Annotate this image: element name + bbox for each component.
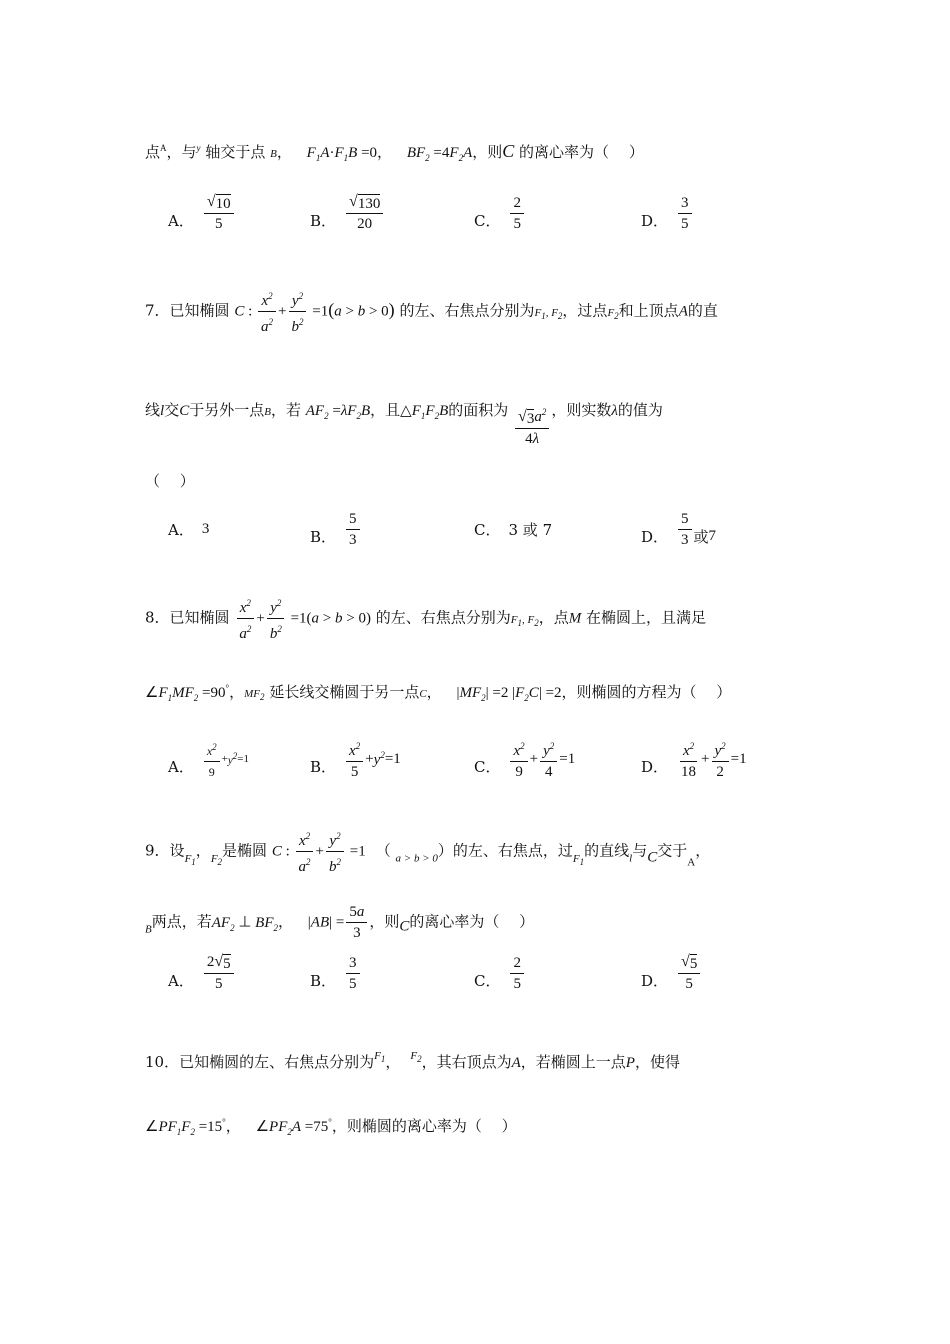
q8-text: 的左、右焦点分别为 xyxy=(375,608,511,627)
q7-text: 已知椭圆 xyxy=(169,301,230,320)
q7-text: ，过点 xyxy=(562,301,608,320)
q8-text: 已知椭圆 xyxy=(169,608,230,627)
q10-text: ， xyxy=(225,1117,241,1135)
q9-text: ， xyxy=(195,841,211,860)
q7-text: 交 xyxy=(164,401,180,419)
q8-text: ， xyxy=(426,683,442,701)
option-value: 或 xyxy=(693,527,709,546)
q10-stem-line2: $\angle PF_1F_2 =15^\circ$， $\angle PF_2A =75^\circ$，则椭圆的离心率为（ ） xyxy=(145,1117,517,1137)
option-label: B． xyxy=(310,527,337,546)
q9-options xyxy=(168,948,868,998)
q6-option-a[interactable]: A． √ 10 5 xyxy=(168,188,236,238)
option-label: D． xyxy=(641,527,669,546)
option-label: D． xyxy=(641,211,669,230)
q7-text: ，且 xyxy=(370,401,401,419)
option-label: A． xyxy=(168,757,194,776)
option-label: A． xyxy=(168,211,194,230)
q9-text: （ xyxy=(375,841,391,860)
option-label: B． xyxy=(310,211,337,230)
q6-math-dot: $F_1A$ xyxy=(306,145,330,163)
q8-stem-line2: $\angle F_1MF_2 =90^\circ$，$MF_2$ 延长线交椭圆于另一点C， $|MF_2| =2$ $|F_2C| =2$，则椭圆的方程为（ ） xyxy=(145,683,732,703)
q7-option-b[interactable]: B． $\frac{5}{3}$ xyxy=(310,504,362,554)
option-label: B． xyxy=(310,757,337,776)
q9-option-a[interactable]: A． 2 √ 5 5 xyxy=(168,948,236,998)
q7-text: ，则实数 xyxy=(551,401,612,419)
q9-stem-line2: $_B$两点，若$AF_2$ ⊥ $BF_2$， |AB| = $\frac{5a}{3}$ ，则C的离心率为（ ） xyxy=(145,904,535,941)
q9-text: ）的左、右焦点，过 xyxy=(437,841,573,860)
q10-stem-line1: 10．已知椭圆的左、右焦点分别为$^{F_1}$， $^{F_2}$，其右顶点为A，若椭圆上一点P，使得 xyxy=(145,1050,680,1071)
q7-text: 的直 xyxy=(687,301,718,320)
q8-stem-line1: 8．已知椭圆 $\frac{x^2}{a^2}$ + $\frac{y^2}{b^2}$ =1(a > b > 0) 的左、右焦点分别为$F_1$, $F_2$，点M 在椭圆上，且满足 xyxy=(145,593,706,644)
q6-text: ， xyxy=(377,143,393,161)
q9-text: 的离心率为（ ） xyxy=(409,912,535,931)
q8-option-d[interactable]: D． $\frac{x^2}{18}$ + $\frac{y^2}{2}$ =1 xyxy=(641,734,747,784)
q9-option-c[interactable]: C． $\frac{2}{5}$ xyxy=(474,948,526,998)
q7-options xyxy=(168,504,868,554)
q6-option-b[interactable]: B． √ 130 20 xyxy=(310,188,385,238)
q7-text: 的值为 xyxy=(617,401,663,419)
q8-text: 在椭圆上，且满足 xyxy=(586,608,707,627)
q6-text: 点 xyxy=(145,143,161,161)
q7-option-a[interactable]: A． 3 xyxy=(168,520,210,539)
q9-text: 是椭圆 xyxy=(222,841,268,860)
option-label: C． xyxy=(474,211,501,230)
q9-text: 的直线 xyxy=(584,841,630,860)
q7-paren xyxy=(145,471,195,491)
question-number: 9． xyxy=(145,841,170,860)
q8-text: ，则椭圆的方程为（ ） xyxy=(561,683,732,701)
q7-text: 和上顶点 xyxy=(618,301,679,320)
q9-text: 与 xyxy=(632,841,648,860)
q6-text: ， xyxy=(276,143,292,161)
q6-text: ，则 xyxy=(472,143,503,161)
q7-text: 于另外一点 xyxy=(189,401,265,419)
q6-stem: 点$^A$，与$^y$ 轴交于点 B， $F_1A\cdot F_1B =0$， $BF_2 =4F_2A$，则C 的离心率为（ ） xyxy=(145,141,644,163)
q7-text: 的左、右焦点分别为 xyxy=(399,301,535,320)
q10-text: ， xyxy=(385,1053,401,1071)
q9-text: 两点，若 xyxy=(151,912,212,931)
q10-text: 已知椭圆的左、右焦点分别为 xyxy=(179,1053,375,1071)
q9-text: ，则 xyxy=(369,912,400,931)
option-value: 3 或 7 xyxy=(508,520,553,539)
q7-option-c[interactable] xyxy=(474,504,552,554)
q9-stem-line1: 9．设$_{F_1}$，$_{F_2}$是椭圆 C : $\frac{x^2}{a^2}$ + $\frac{y^2}{b^2}$ =1 （ $_{a > b > 0}$）的左、右焦点，过$_{F_1}$的直线$_l$与C交于$_A$， xyxy=(145,826,710,877)
q7-text: 线 xyxy=(145,401,161,419)
q9-option-b[interactable]: B． $\frac{3}{5}$ xyxy=(310,948,362,998)
option-label: D． xyxy=(641,971,669,990)
q6-options xyxy=(168,188,868,238)
option-label: D． xyxy=(641,757,669,776)
option-label: C． xyxy=(474,757,501,776)
option-label: A． xyxy=(168,971,194,990)
q6-option-d[interactable]: D． $\frac{3}{5}$ xyxy=(641,188,694,238)
q10-text: ，若椭圆上一点 xyxy=(520,1053,626,1071)
q7-stem-line2: 线l交C于另外一点B，若 $AF_2 =\lambda F_2B$，且$\triangle F_1F_2B$的面积为 √ 3 $a^2$ 4λ ，则实数λ的值为 xyxy=(145,401,663,447)
option-label: C． xyxy=(474,971,501,990)
q10-text: ，则椭圆的离心率为（ ） xyxy=(331,1117,517,1135)
q9-text: ， xyxy=(277,912,293,931)
q8-text: ，点 xyxy=(538,608,569,627)
q9-text: ， xyxy=(695,841,711,860)
option-label: C． xyxy=(474,520,501,539)
q7-stem-line1: 7．已知椭圆 C : $\frac{x^2}{a^2}$ + $\frac{y^2}{b^2}$ =1(a > b > 0) 的左、右焦点分别为$F_1$, $F_2$，过点$F_2$和上顶点A的直 xyxy=(145,286,718,337)
q6-text: ，与 xyxy=(166,143,197,161)
q8-text: 延长线交椭圆于另一点 xyxy=(269,683,420,701)
q6-option-c[interactable]: C． $\frac{2}{5}$ xyxy=(474,188,526,238)
option-label: A． xyxy=(168,520,194,539)
q6-text: 的离心率为（ ） xyxy=(519,143,644,161)
q10-text: ，其右顶点为 xyxy=(421,1053,512,1071)
q10-text: ，使得 xyxy=(634,1053,680,1071)
q9-text: 设 xyxy=(169,841,185,860)
q9-option-d[interactable]: D． √ 5 5 xyxy=(641,948,702,998)
question-number: 7． xyxy=(145,301,170,320)
q8-options xyxy=(168,734,868,784)
q8-option-a[interactable]: A． $\frac{x^2}{9}$ + $y^2$ =1 xyxy=(168,734,249,784)
q7-text: ，若 xyxy=(270,401,301,419)
question-number: 8． xyxy=(145,608,170,627)
option-label: B． xyxy=(310,971,337,990)
q8-text: ， xyxy=(229,683,245,701)
q7-text: 的面积为 xyxy=(448,401,509,419)
q7-text: （ ） xyxy=(145,472,195,490)
q6-math-vec: $BF_2$ xyxy=(406,145,430,163)
q7-option-d[interactable]: D． $\frac{5}{3}$ 或 7 xyxy=(641,510,717,548)
q8-option-c[interactable]: C． $\frac{x^2}{9}$ + $\frac{y^2}{4}$ =1 xyxy=(474,734,575,784)
q6-text: 轴交于点 xyxy=(205,143,266,161)
question-number: 10． xyxy=(145,1053,180,1071)
q8-option-b[interactable]: B． $\frac{x^2}{5}$ + $y^2$ =1 xyxy=(310,734,401,784)
q9-text: 交于 xyxy=(657,841,688,860)
